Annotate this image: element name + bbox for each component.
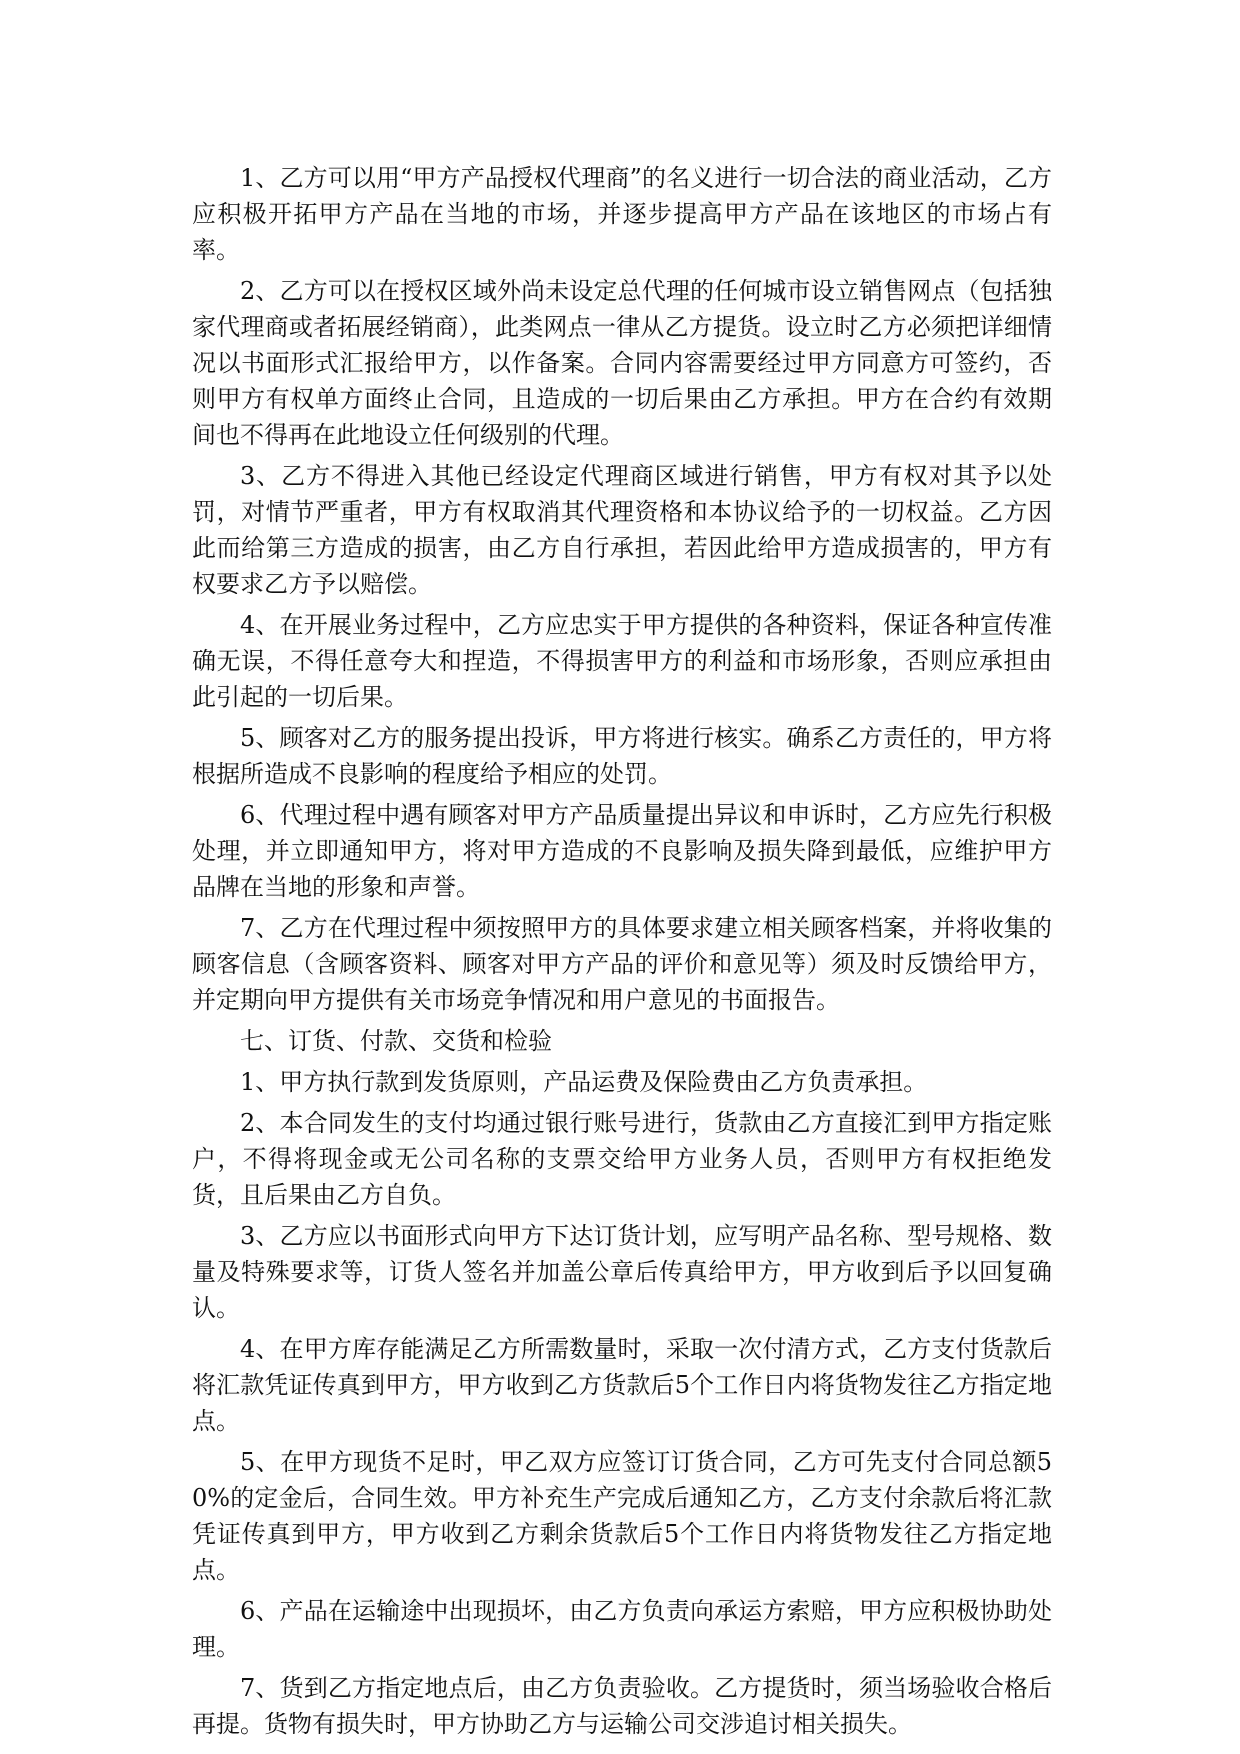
clause-7-4-paragraph: 4、在甲方库存能满足乙方所需数量时，采取一次付清方式，乙方支付货款后将汇款凭证传真到甲方，甲方收到乙方货款后5个工作日内将货物发往乙方指定地点。 [192,1335,1052,1435]
clause-6-6-paragraph: 6、代理过程中遇有顾客对甲方产品质量提出异议和申诉时，乙方应先行积极处理，并立即通知甲方，将对甲方造成的不良影响及损失降到最低，应维护甲方品牌在当地的形象和声誉。 [192,801,1052,901]
section-7-heading: 七、订货、付款、交货和检验 [240,1027,552,1055]
clause-6-7-paragraph: 7、乙方在代理过程中须按照甲方的具体要求建立相关顾客档案，并将收集的顾客信息（含顾客资料、顾客对甲方产品的评价和意见等）须及时反馈给甲方，并定期向甲方提供有关市场竞争情况和用户意见的书面报告。 [192,914,1052,1014]
clause-7-3-paragraph: 3、乙方应以书面形式向甲方下达订货计划，应写明产品名称、型号规格、数量及特殊要求等，订货人签名并加盖公章后传真给甲方，甲方收到后予以回复确认。 [192,1222,1052,1322]
clause-6-3-paragraph: 3、乙方不得进入其他已经设定代理商区域进行销售，甲方有权对其予以处罚，对情节严重者，甲方有权取消其代理资格和本协议给予的一切权益。乙方因此而给第三方造成的损害，由乙方自行承担，若因此给甲方造成损害的，甲方有权要求乙方予以赔偿。 [192,462,1052,598]
clause-6-4-paragraph: 4、在开展业务过程中，乙方应忠实于甲方提供的各种资料，保证各种宣传准确无误，不得任意夸大和捏造，不得损害甲方的利益和市场形象，否则应承担由此引起的一切后果。 [192,611,1052,711]
clause-6-5-paragraph: 5、顾客对乙方的服务提出投诉，甲方将进行核实。确系乙方责任的，甲方将根据所造成不良影响的程度给予相应的处罚。 [192,724,1052,788]
clause-7-2-paragraph: 2、本合同发生的支付均通过银行账号进行，货款由乙方直接汇到甲方指定账户，不得将现金或无公司名称的支票交给甲方业务人员，否则甲方有权拒绝发货，且后果由乙方自负。 [192,1109,1052,1209]
clause-7-1-paragraph: 1、甲方执行款到发货原则，产品运费及保险费由乙方负责承担。 [240,1068,928,1096]
clause-7-5-paragraph: 5、在甲方现货不足时，甲乙双方应签订订货合同，乙方可先支付合同总额50%的定金后，合同生效。甲方补充生产完成后通知乙方，乙方支付余款后将汇款凭证传真到甲方，甲方收到乙方剩余货款后5个工作日内将货物发往乙方指定地点。 [192,1448,1052,1584]
clause-7-7-paragraph: 7、货到乙方指定地点后，由乙方负责验收。乙方提货时，须当场验收合格后再提。货物有损失时，甲方协助乙方与运输公司交涉追讨相关损失。 [192,1674,1052,1738]
clause-7-6-paragraph: 6、产品在运输途中出现损坏，由乙方负责向承运方索赔，甲方应积极协助处理。 [192,1597,1052,1661]
clause-6-2-paragraph: 2、乙方可以在授权区域外尚未设定总代理的任何城市设立销售网点（包括独家代理商或者拓展经销商），此类网点一律从乙方提货。设立时乙方必须把详细情况以书面形式汇报给甲方，以作备案。合同内容需要经过甲方同意方可签约，否则甲方有权单方面终止合同，且造成的一切后果由乙方承担。甲方在合约有效期间也不得再在此地设立任何级别的代理。 [192,277,1052,449]
document-page [192,160,1052,1747]
clause-6-1-paragraph: 1、乙方可以用“甲方产品授权代理商”的名义进行一切合法的商业活动，乙方应积极开拓甲方产品在当地的市场，并逐步提高甲方产品在该地区的市场占有率。 [192,164,1052,264]
